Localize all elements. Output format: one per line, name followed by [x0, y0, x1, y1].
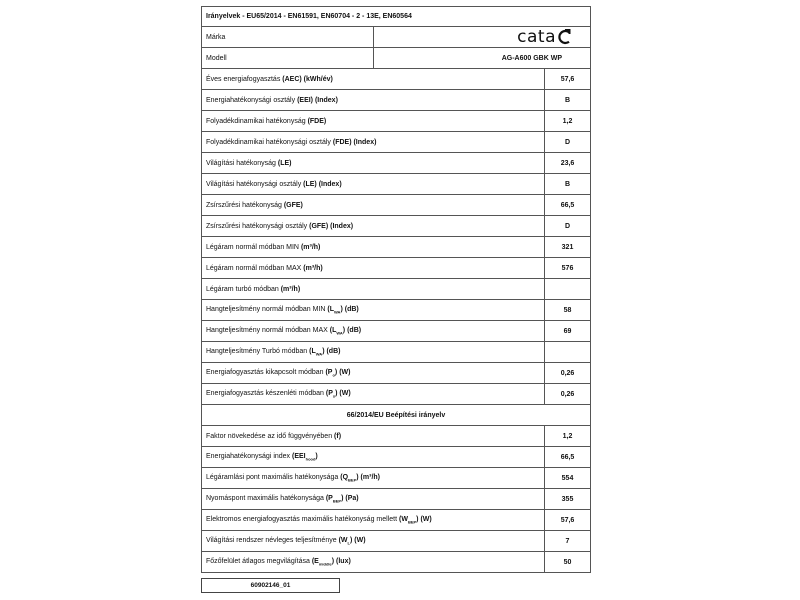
spec-row	[202, 237, 591, 258]
spec-row	[202, 426, 591, 447]
spec-unit: (m³/h)	[358, 473, 380, 481]
spec-label-text: Főzőfelület átlagos megvilágítása	[206, 557, 312, 565]
spec-value	[545, 342, 591, 363]
spec-label	[202, 174, 545, 195]
spec-value: 321	[545, 237, 591, 258]
model-value: AG-A600 GBK WP	[374, 48, 591, 69]
spec-label	[202, 447, 545, 468]
spec-label-text: Energiahatékonysági index	[206, 452, 293, 460]
spec-row	[202, 510, 591, 531]
spec-unit: (lux)	[334, 557, 351, 565]
spec-symbol: $(EEI_{hood})$	[292, 452, 318, 462]
section-title: 66/2014/EU Beépítési irányelv	[202, 405, 591, 426]
spec-unit: (Pa)	[343, 494, 359, 502]
energy-datasheet-table	[201, 6, 591, 573]
spec-unit: (Index)	[316, 180, 342, 188]
spec-unit: (Index)	[313, 96, 338, 104]
spec-label	[202, 132, 545, 153]
spec-value: 69	[545, 321, 591, 342]
spec-symbol: $(W_{BEP})$	[398, 515, 419, 525]
brand-label: Márka	[202, 27, 374, 48]
spec-symbol: (FDE)	[332, 138, 352, 146]
spec-symbol: (m³/h)	[280, 285, 301, 293]
spec-label-text: Elektromos energiafogyasztás maximális hatékonyság mellett	[206, 515, 399, 523]
spec-symbol: (m³/h)	[303, 264, 323, 272]
spec-label	[202, 489, 545, 510]
spec-row	[202, 342, 591, 363]
spec-row	[202, 552, 591, 573]
spec-unit: (W)	[352, 536, 366, 544]
spec-symbol: (FDE)	[307, 117, 327, 125]
spec-label-text: Energiafogyasztás kikapcsolt módban	[206, 368, 326, 376]
spec-value: 50	[545, 552, 591, 573]
spec-row	[202, 384, 591, 405]
spec-value: 57,6	[545, 69, 591, 90]
spec-symbol: (LE)	[277, 159, 292, 167]
spec-label-text: Folyadékdinamikai hatékonyság	[206, 117, 308, 125]
spec-symbol-subscript: BEP	[407, 519, 417, 525]
spec-label	[202, 531, 545, 552]
spec-symbol: (f)	[334, 432, 342, 440]
spec-symbol-subscript: middle	[318, 561, 332, 567]
spec-row	[202, 300, 591, 321]
spec-label-text: Hangteljesítmény normál módban MAX	[206, 326, 330, 334]
spec-row	[202, 153, 591, 174]
spec-symbol: $(P_o)$	[325, 368, 338, 378]
spec-symbol-subscript: WA	[336, 330, 343, 336]
document-code: 60902146_01	[201, 578, 340, 593]
spec-label	[202, 363, 545, 384]
directives-text: Irányelvek - EU65/2014 - EN61591, EN60704 - 2 - 13E, EN60564	[202, 7, 591, 27]
spec-symbol: $(W_L)$	[338, 536, 353, 546]
spec-unit: (Index)	[328, 222, 354, 230]
spec-label	[202, 321, 545, 342]
directives-row	[202, 7, 591, 27]
spec-symbol: $(E_{middle})$	[311, 557, 335, 567]
spec-row	[202, 321, 591, 342]
spec-value: 554	[545, 468, 591, 489]
spec-label-text: Légáram normál módban MAX	[206, 264, 304, 272]
spec-row	[202, 69, 591, 90]
spec-unit: (W)	[337, 368, 351, 376]
spec-label	[202, 237, 545, 258]
spec-label	[202, 384, 545, 405]
spec-label-text: Zsírszűrési hatékonyság	[206, 201, 284, 209]
spec-unit: (dB)	[342, 305, 359, 313]
spec-label-text: Energiahatékonysági osztály	[206, 96, 298, 104]
spec-label	[202, 195, 545, 216]
spec-unit: (dB)	[324, 347, 341, 355]
spec-symbol: (GFE)	[283, 201, 303, 209]
spec-symbol: (GFE)	[309, 222, 329, 230]
spec-symbol-subscript: WA	[315, 351, 323, 357]
spec-value: 1,2	[545, 111, 591, 132]
spec-symbol-subscript: BEP	[348, 477, 357, 483]
spec-symbol-subscript: o	[332, 372, 335, 378]
spec-row	[202, 468, 591, 489]
spec-label-text: Zsírszűrési hatékonysági osztály	[206, 222, 310, 230]
spec-value: 0,26	[545, 384, 591, 405]
spec-symbol: $(P_s)$	[325, 389, 338, 399]
spec-label	[202, 279, 545, 300]
spec-row	[202, 363, 591, 384]
spec-row	[202, 111, 591, 132]
spec-symbol: $(L_{WA})$	[309, 347, 325, 357]
spec-label	[202, 468, 545, 489]
model-label: Modell	[202, 48, 374, 69]
spec-label	[202, 426, 545, 447]
spec-value: 58	[545, 300, 591, 321]
spec-symbol: (LE)	[303, 180, 317, 188]
spec-value: 1,2	[545, 426, 591, 447]
spec-unit: (Index)	[351, 138, 377, 146]
brand-logo-cell	[374, 27, 591, 48]
spec-value: 355	[545, 489, 591, 510]
spec-symbol: $(L_{WA})$	[327, 305, 343, 315]
spec-label	[202, 258, 545, 279]
spec-label	[202, 552, 545, 573]
spec-label	[202, 216, 545, 237]
spec-value: 66,5	[545, 195, 591, 216]
spec-label-text: Légáramlási pont maximális hatékonysága	[206, 473, 341, 481]
spec-label	[202, 90, 545, 111]
spec-label	[202, 510, 545, 531]
spec-row	[202, 447, 591, 468]
brand-row	[202, 27, 591, 48]
spec-row	[202, 90, 591, 111]
spec-row	[202, 132, 591, 153]
spec-value: 7	[545, 531, 591, 552]
spec-row	[202, 216, 591, 237]
spec-symbol: (AEC)	[282, 75, 302, 83]
spec-value: 23,6	[545, 153, 591, 174]
spec-row	[202, 195, 591, 216]
model-row	[202, 48, 591, 69]
spec-label-text: Világítási hatékonysági osztály	[206, 180, 304, 188]
spec-value: 0,26	[545, 363, 591, 384]
spec-label-text: Energiafogyasztás készenléti módban	[206, 389, 326, 397]
spec-symbol: $(P_{BEP})$	[325, 494, 344, 504]
spec-row	[202, 258, 591, 279]
spec-value: B	[545, 90, 591, 111]
spec-unit: (W)	[337, 389, 351, 397]
spec-symbol-subscript: s	[332, 393, 336, 399]
spec-unit: (dB)	[345, 326, 362, 334]
spec-label-text: Világítási rendszer névleges teljesítménye	[206, 536, 339, 544]
spec-symbol: $(Q_{BEP})$	[340, 473, 359, 483]
spec-value: 576	[545, 258, 591, 279]
spec-symbol-subscript: L	[347, 540, 350, 546]
spec-label-text: Folyadékdinamikai hatékonysági osztály	[206, 138, 333, 146]
cata-logo-icon	[558, 29, 572, 45]
spec-symbol-subscript: WA	[334, 309, 341, 315]
spec-symbol-subscript: hood	[305, 456, 316, 462]
spec-label-text: Hangteljesítmény normál módban MIN	[206, 305, 328, 313]
spec-label-text: Faktor növekedése az idő függvényében	[206, 432, 335, 440]
spec-label-text: Hangteljesítmény Turbó módban	[206, 347, 310, 355]
spec-label	[202, 153, 545, 174]
spec-label	[202, 111, 545, 132]
cata-logo	[378, 27, 586, 47]
spec-symbol: (m³/h)	[300, 243, 321, 251]
cata-logo-text: cata	[517, 27, 556, 47]
spec-symbol: (EEI)	[297, 96, 314, 104]
spec-label	[202, 69, 545, 90]
spec-unit: (W)	[418, 515, 432, 523]
spec-label	[202, 300, 545, 321]
spec-row	[202, 531, 591, 552]
spec-label-text: Éves energiafogyasztás	[206, 75, 283, 83]
spec-label-text: Nyomáspont maximális hatékonysága	[206, 494, 326, 502]
spec-value: D	[545, 132, 591, 153]
spec-row	[202, 489, 591, 510]
spec-row	[202, 279, 591, 300]
spec-value: B	[545, 174, 591, 195]
section-title-row	[202, 405, 591, 426]
spec-label-text: Légáram normál módban MIN	[206, 243, 301, 251]
spec-label	[202, 342, 545, 363]
spec-symbol: $(L_{WA})$	[329, 326, 346, 336]
spec-value: 57,6	[545, 510, 591, 531]
spec-label-text: Légáram turbó módban	[206, 285, 281, 293]
spec-symbol-subscript: BEP	[332, 498, 342, 504]
spec-label-text: Világítási hatékonyság	[206, 159, 278, 167]
spec-value	[545, 279, 591, 300]
spec-value: D	[545, 216, 591, 237]
spec-value: 66,5	[545, 447, 591, 468]
spec-unit: (kWh/év)	[301, 75, 333, 83]
spec-row	[202, 174, 591, 195]
